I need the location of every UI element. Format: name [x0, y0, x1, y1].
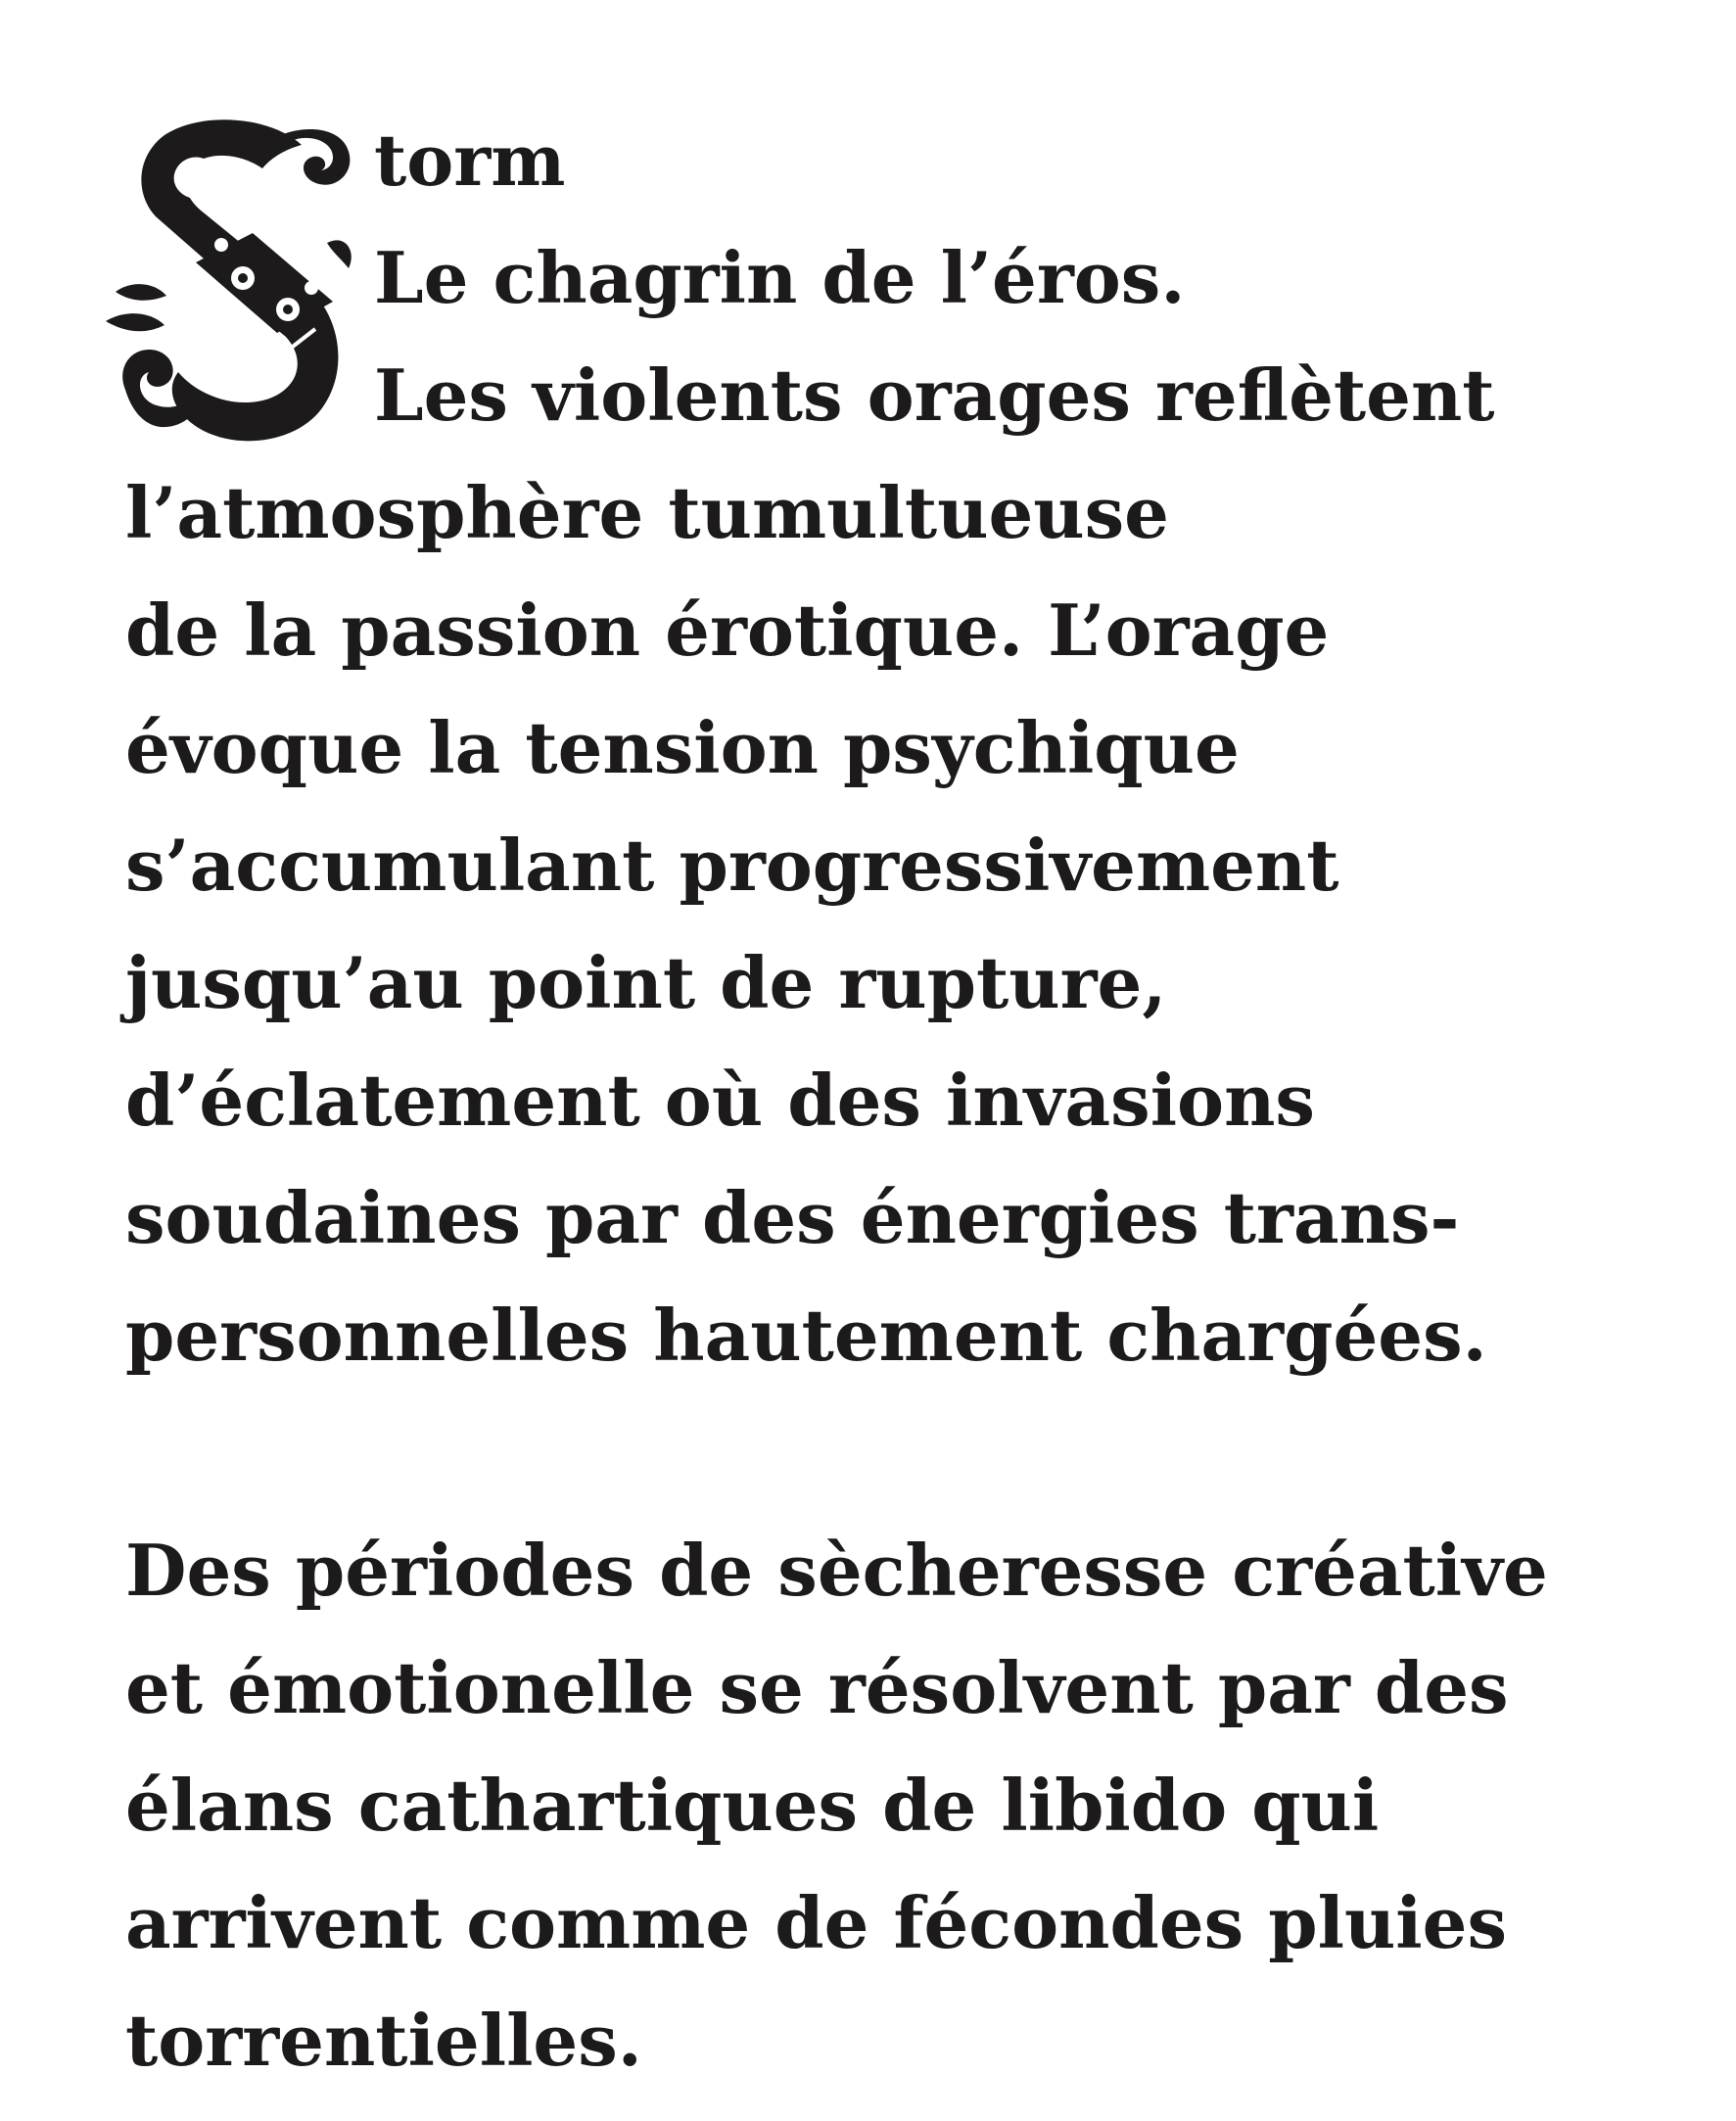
body-line: torrentielles. [125, 1999, 642, 2082]
body-line: et émotionelle se résolvent par des [125, 1646, 1509, 1729]
body-line: l’atmosphère tumultueuse [125, 471, 1169, 554]
body-line: jusqu’au point de rupture, [125, 941, 1167, 1024]
body-line: personnelles hautement chargées. [125, 1294, 1487, 1377]
body-line: Le chagrin de l’éros. [374, 236, 1186, 319]
ornamental-dropcap-s [106, 116, 355, 448]
body-line: arrivent comme de fécondes pluies [125, 1881, 1507, 1964]
body-line: Les violents orages reflètent [374, 354, 1495, 437]
body-line: évoque la tension psychique [125, 706, 1240, 789]
body-line: s’accumulant progressivement [125, 824, 1339, 907]
body-line: Des périodes de sècheresse créative [125, 1529, 1548, 1612]
body-line: élans cathartiques de libido qui [125, 1764, 1380, 1847]
body-line: soudaines par des énergies trans- [125, 1176, 1460, 1259]
body-line: d’éclatement où des invasions [125, 1059, 1315, 1142]
body-line: de la passion érotique. L’orage [125, 589, 1330, 672]
body-line: torm [374, 118, 566, 202]
